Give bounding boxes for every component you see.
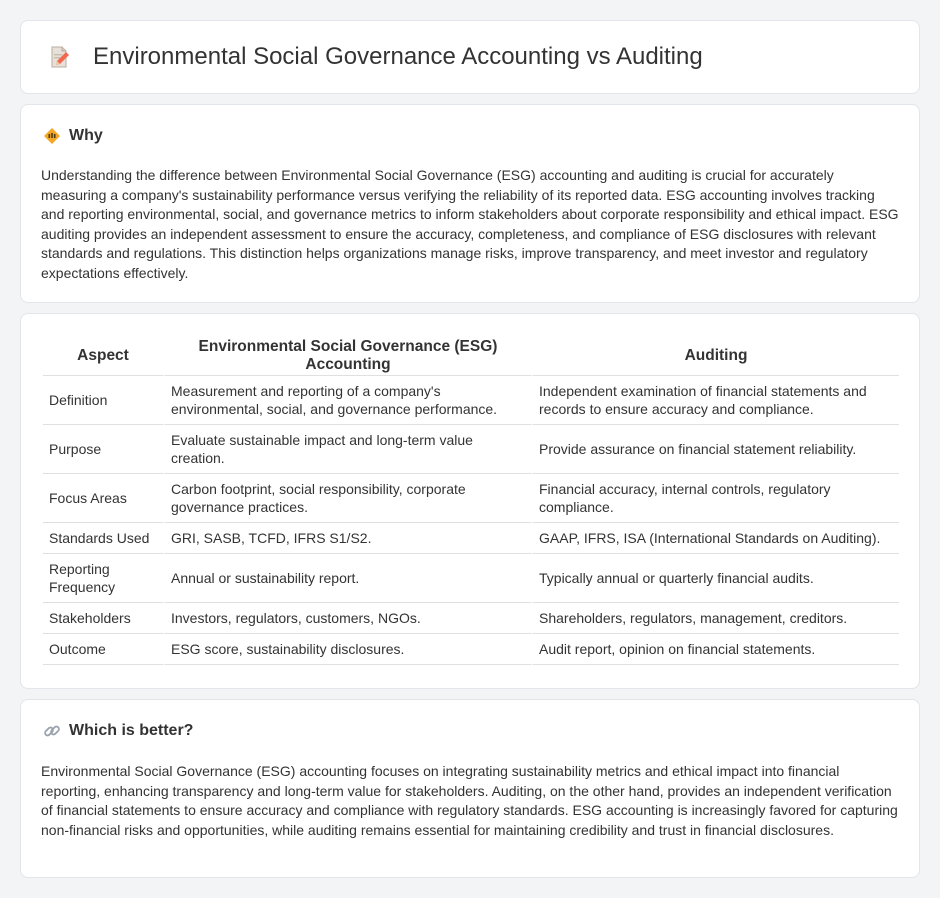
table-row: [43, 474, 899, 523]
table-row: [43, 425, 899, 474]
row-aspect: Purpose: [43, 425, 163, 474]
row-auditing-value: Financial accuracy, internal controls, regulatory compliance.: [531, 474, 899, 523]
row-auditing-value: Typically annual or quarterly financial audits.: [531, 554, 899, 603]
row-aspect: Outcome: [43, 634, 163, 665]
why-heading: [43, 127, 103, 145]
table-row: [43, 554, 899, 603]
why-body: Understanding the difference between Environmental Social Governance (ESG) accounting and auditing is crucial for accurately measuring a company's sustainability performance versus verifying the reliability of its reported data. ESG accounting involves tracking and reporting environmental, social, and governance metrics to inform stakeholders about corporate responsibility and ethical impact. ESG auditing provides an independent assessment to ensure the accuracy, completeness, and compliance of ESG disclosures with relevant standards and regulations. This distinction helps organizations manage risks, improve transparency, and meet investor and regulatory expectations effectively.: [41, 167, 899, 281]
row-aspect: Stakeholders: [43, 603, 163, 634]
page-title: Environmental Social Governance Accounting vs Auditing: [93, 43, 703, 70]
why-card: [20, 104, 920, 303]
table-row: [43, 376, 899, 425]
row-aspect: Focus Areas: [43, 474, 163, 523]
header-aspect: Aspect: [43, 336, 163, 376]
comparison-table: [43, 336, 899, 665]
row-esg-value: Measurement and reporting of a company's environmental, social, and governance performance.: [163, 376, 531, 425]
better-title: Which is better?: [69, 722, 194, 739]
better-heading: [43, 722, 193, 740]
table-row: [43, 634, 899, 665]
row-esg-value: GRI, SASB, TCFD, IFRS S1/S2.: [163, 523, 531, 554]
row-esg-value: Annual or sustainability report.: [163, 554, 531, 603]
table-row: [43, 603, 899, 634]
why-title: Why: [69, 127, 103, 144]
row-auditing-value: Provide assurance on financial statement reliability.: [531, 425, 899, 474]
document-pencil-icon: [47, 45, 71, 69]
which-better-card: [20, 699, 920, 878]
row-esg-value: Investors, regulators, customers, NGOs.: [163, 603, 531, 634]
better-body: Environmental Social Governance (ESG) accounting focuses on integrating sustainability metrics and ethical impact into financial reporting, enhancing transparency and long-term value for stakeholders. Auditing, on the other hand, provides an independent verification of financial statements to ensure accuracy and compliance with regulatory standards. ESG accounting is increasingly favored for capturing non-financial risks and opportunities, while auditing remains essential for maintaining credibility and trust in financial disclosures.: [41, 763, 898, 838]
title-card: [20, 20, 920, 94]
table-header-row: [43, 336, 899, 376]
table-row: [43, 523, 899, 554]
header-esg-accounting: Environmental Social Governance (ESG) Accounting: [163, 336, 531, 376]
row-auditing-value: Independent examination of financial statements and records to ensure accuracy and compliance.: [531, 376, 899, 425]
row-esg-value: Carbon footprint, social responsibility, corporate governance practices.: [163, 474, 531, 523]
link-icon: [43, 722, 61, 740]
row-aspect: Standards Used: [43, 523, 163, 554]
row-esg-value: Evaluate sustainable impact and long-term value creation.: [163, 425, 531, 474]
row-esg-value: ESG score, sustainability disclosures.: [163, 634, 531, 665]
row-auditing-value: Audit report, opinion on financial statements.: [531, 634, 899, 665]
warning-sign-icon: [43, 127, 61, 145]
row-auditing-value: GAAP, IFRS, ISA (International Standards on Auditing).: [531, 523, 899, 554]
row-aspect: Reporting Frequency: [43, 554, 163, 603]
row-auditing-value: Shareholders, regulators, management, creditors.: [531, 603, 899, 634]
row-aspect: Definition: [43, 376, 163, 425]
title-row: [21, 21, 919, 93]
header-auditing: Auditing: [531, 336, 899, 376]
comparison-card: [20, 313, 920, 689]
